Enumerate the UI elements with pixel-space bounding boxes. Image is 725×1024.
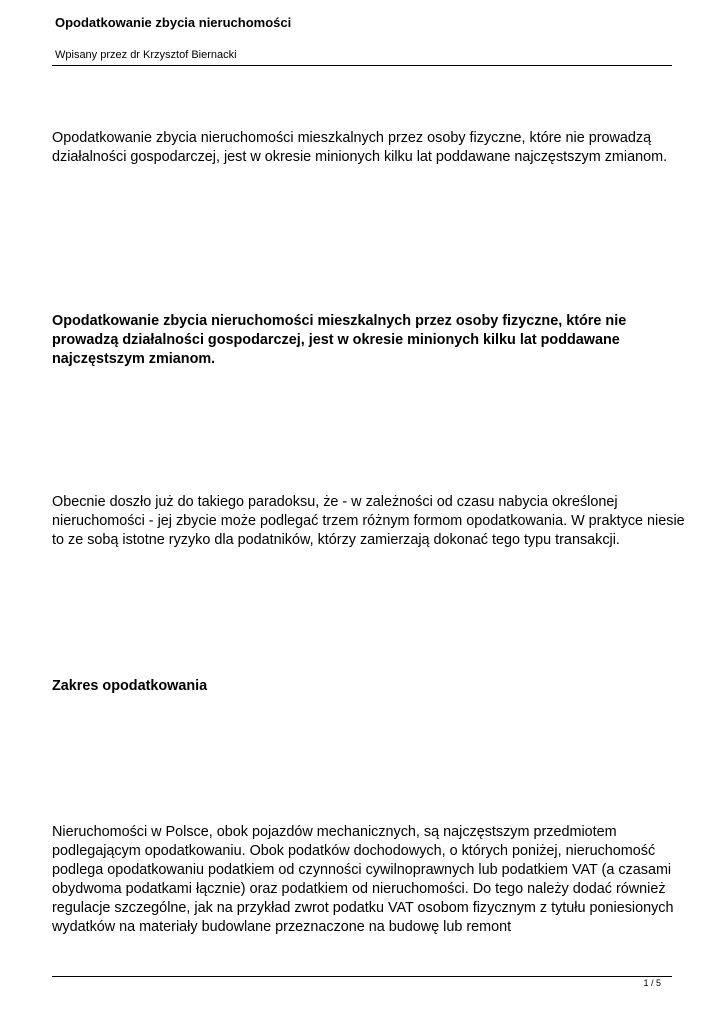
header-divider (52, 65, 672, 66)
page-header-author: Wpisany przez dr Krzysztof Biernacki (55, 49, 237, 61)
page-number: 1 / 5 (643, 978, 661, 988)
page-header-title: Opodatkowanie zbycia nieruchomości (55, 15, 292, 30)
intro-paragraph: Opodatkowanie zbycia nieruchomości mieszkalnych przez osoby fizyczne, które nie prowadzą działalności gospodarczej, jest w okresie minionych kilku lat poddawane najczęstszym zmianom. (52, 130, 668, 165)
lead-paragraph-bold: Opodatkowanie zbycia nieruchomości mieszkalnych przez osoby fizyczne, które nie prowadzą działalności gospodarczej, jest w okresie minionych kilku lat poddawane najczęstszym zmianom. (52, 313, 627, 367)
body-paragraph-1: Obecnie doszło już do takiego paradoksu, że - w zależności od czasu nabycia określonej nieruchomości - jej zbycie może podlegać trzem różnym formom opodatkowania. W praktyce niesie to ze sobą istotne ryzyko dla podatników, którzy zamierzają dokonać tego typu transakcji. (52, 494, 685, 548)
footer-divider (52, 976, 672, 977)
section-heading: Zakres opodatkowania (52, 678, 208, 694)
body-paragraph-2: Nieruchomości w Polsce, obok pojazdów mechanicznych, są najczęstszym przedmiotem podlegającym opodatkowaniu. Obok podatków dochodowych, o których poniżej, nieruchomość podlega opodatkowaniu podatkiem od czynności cywilnoprawnych lub podatkiem VAT (a czasami obydwoma podatkami łącznie) oraz podatkiem od nieruchomości. Do tego należy dodać również regulacje szczególne, jak na przykład zwrot podatku VAT osobom fizycznym z tytułu poniesionych wydatków na materiały budowlane przeznaczone na budowę lub remont (52, 824, 674, 935)
